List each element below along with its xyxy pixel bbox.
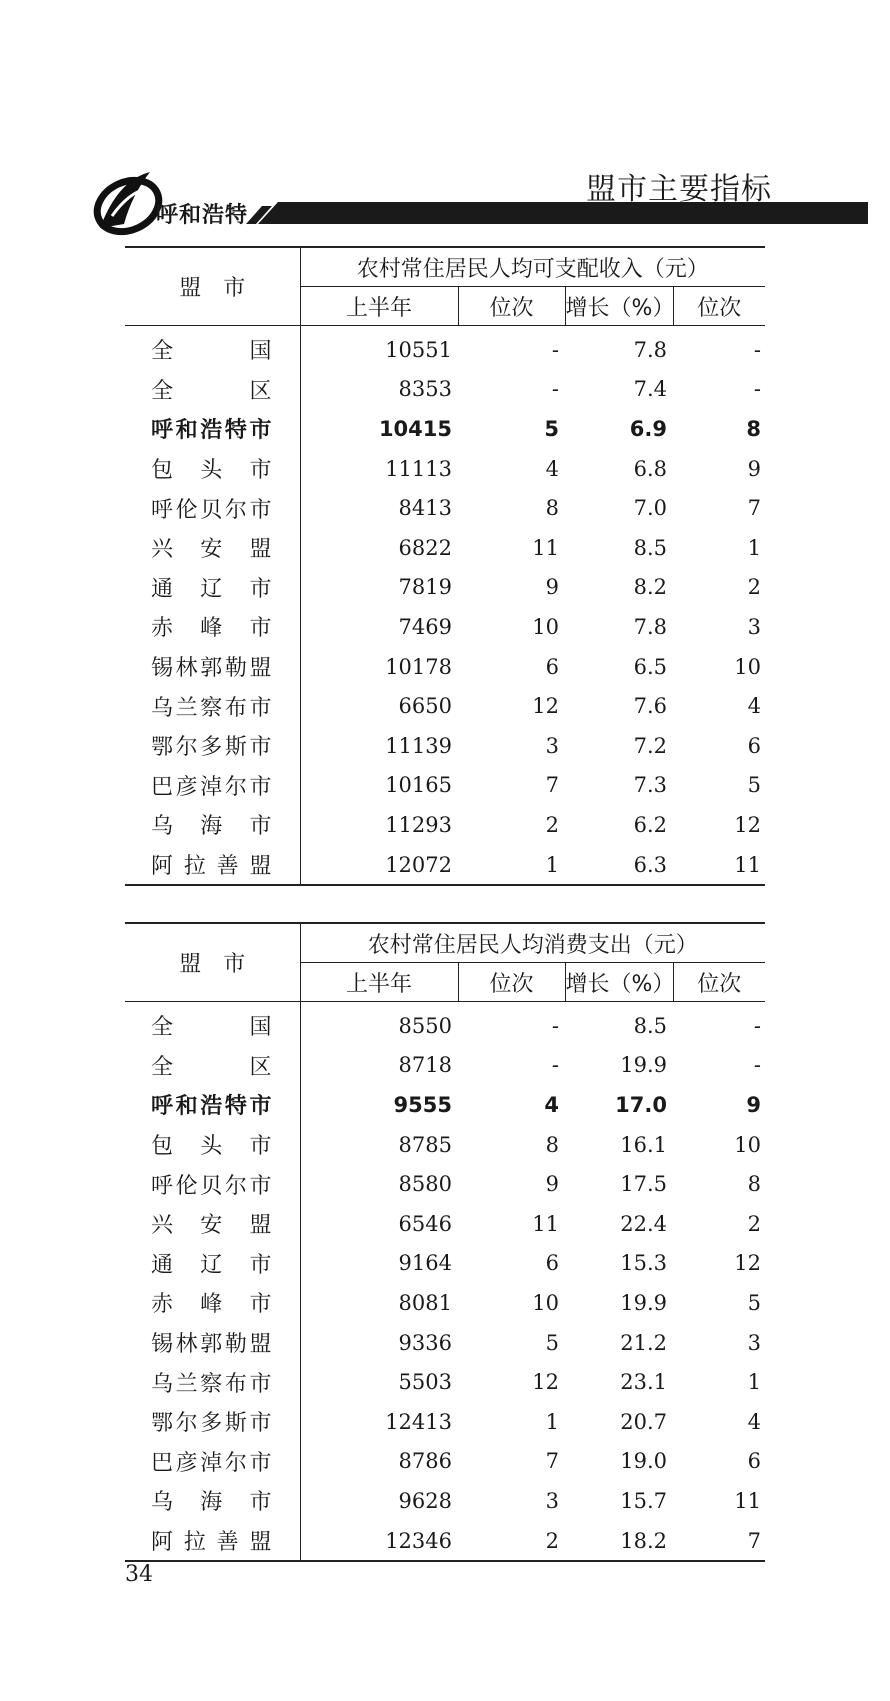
first-half-value: 5503: [398, 1370, 452, 1395]
rank-value: 8: [545, 496, 559, 521]
first-half-value: 12072: [385, 852, 452, 877]
header-bar: [258, 202, 868, 224]
growth-value: 6.2: [633, 812, 667, 837]
rank-value: 7: [545, 1449, 559, 1474]
growth-value: 19.9: [620, 1053, 667, 1078]
region-name: 通辽市: [125, 1244, 300, 1284]
table-row: [125, 647, 765, 687]
region-name: 包头市: [125, 449, 300, 489]
growth-value: 8.5: [633, 535, 667, 560]
column-header-first-half: 上半年: [300, 287, 458, 326]
first-half-value: 11139: [385, 733, 452, 758]
table-row: [125, 1244, 765, 1284]
growth-rank-value: 3: [747, 614, 762, 639]
growth-value: 23.1: [620, 1370, 667, 1395]
growth-value: 19.9: [620, 1290, 667, 1315]
first-half-value: 8580: [398, 1172, 452, 1197]
brand-name: 呼和浩特: [156, 202, 249, 228]
table-row: [125, 1283, 765, 1323]
table-row: [125, 488, 765, 528]
table-row: [125, 845, 765, 886]
growth-rank-value: 8: [747, 1172, 762, 1197]
growth-rank-value: 9: [747, 456, 762, 481]
first-half-value: 7819: [398, 575, 452, 600]
region-name: 鄂尔多斯市: [125, 1402, 300, 1442]
growth-rank-value: 5: [747, 773, 762, 798]
growth-rank-value: 3: [747, 1330, 762, 1355]
growth-rank-value: 11: [734, 1488, 762, 1513]
growth-value: 16.1: [620, 1132, 667, 1157]
income-table-body: [125, 326, 765, 886]
table-row: [125, 1362, 765, 1402]
rank-value: 6: [545, 1251, 559, 1276]
rank-value: -: [551, 337, 559, 362]
growth-value: 7.8: [633, 337, 667, 362]
region-name: 乌海市: [125, 805, 300, 845]
table-row: [125, 1002, 765, 1046]
table-row: [125, 607, 765, 647]
region-name: 通辽市: [125, 568, 300, 608]
table-row: [125, 1204, 765, 1244]
first-half-value: 6822: [398, 535, 452, 560]
rank-value: 1: [545, 852, 559, 877]
growth-rank-value: 5: [747, 1290, 762, 1315]
table-row: [125, 326, 765, 370]
region-name: 赤峰市: [125, 607, 300, 647]
growth-value: 15.7: [620, 1488, 667, 1513]
first-half-value: 9628: [398, 1488, 452, 1513]
region-name: 巴彦淖尔市: [125, 1442, 300, 1482]
first-half-value: 6546: [398, 1211, 452, 1236]
rank-value: 4: [544, 1092, 559, 1117]
table-row: [125, 568, 765, 608]
first-half-value: 8785: [398, 1132, 452, 1157]
growth-value: 8.2: [633, 575, 667, 600]
column-header-rank: 位次: [458, 287, 565, 326]
growth-value: 8.5: [633, 1013, 667, 1038]
region-name: 阿拉善盟: [125, 1521, 300, 1562]
growth-rank-value: 1: [747, 535, 762, 560]
rank-value: 5: [545, 1330, 559, 1355]
table-row: [125, 1085, 765, 1125]
page-number: 34: [125, 1562, 153, 1587]
region-name: 全区: [125, 370, 300, 410]
first-half-value: 12413: [385, 1409, 452, 1434]
table-row: [125, 1442, 765, 1482]
first-half-value: 9164: [398, 1251, 452, 1276]
first-half-value: 9555: [393, 1092, 452, 1117]
region-name: 乌海市: [125, 1481, 300, 1521]
growth-rank-value: 12: [734, 1251, 762, 1276]
column-header-first-half: 上半年: [300, 963, 458, 1002]
first-half-value: 10551: [385, 337, 452, 362]
region-name: 包头市: [125, 1125, 300, 1165]
growth-rank-value: -: [753, 377, 762, 402]
table-row: [125, 1323, 765, 1363]
table-row: [125, 766, 765, 806]
rank-value: 8: [545, 1132, 559, 1157]
region-name: 全国: [125, 1002, 300, 1046]
region-name: 呼和浩特市: [125, 409, 300, 449]
income-group-header: 农村常住居民人均可支配收入（元）: [300, 247, 765, 287]
table-row: [125, 1046, 765, 1086]
first-half-value: 11293: [385, 812, 452, 837]
region-name: 全区: [125, 1046, 300, 1086]
first-half-value: 10165: [385, 773, 452, 798]
first-half-value: 8786: [398, 1449, 452, 1474]
growth-rank-value: -: [753, 1053, 762, 1078]
first-half-value: 9336: [398, 1330, 452, 1355]
growth-rank-value: 6: [747, 1449, 762, 1474]
rank-value: 10: [532, 1290, 559, 1315]
rank-value: 3: [545, 733, 559, 758]
first-half-value: 8718: [398, 1053, 452, 1078]
growth-rank-value: 7: [747, 496, 762, 521]
first-half-value: 8353: [398, 377, 452, 402]
growth-value: 17.5: [620, 1172, 667, 1197]
growth-value: 6.9: [629, 416, 667, 441]
table-row: [125, 726, 765, 766]
rank-value: -: [551, 377, 559, 402]
rank-value: 7: [545, 773, 559, 798]
rank-value: 10: [532, 614, 559, 639]
first-half-value: 8081: [398, 1290, 452, 1315]
growth-rank-value: 10: [734, 1132, 762, 1157]
table-row: [125, 528, 765, 568]
growth-rank-value: 12: [734, 812, 762, 837]
growth-value: 7.3: [633, 773, 667, 798]
first-half-value: 6650: [398, 694, 452, 719]
growth-rank-value: -: [753, 337, 762, 362]
region-name: 锡林郭勒盟: [125, 1323, 300, 1363]
table-row: [125, 1125, 765, 1165]
growth-rank-value: 4: [747, 694, 762, 719]
growth-value: 17.0: [615, 1092, 667, 1117]
growth-rank-value: 6: [747, 733, 762, 758]
income-table: [125, 246, 765, 886]
region-name: 兴安盟: [125, 1204, 300, 1244]
growth-value: 15.3: [620, 1251, 667, 1276]
growth-value: 18.2: [620, 1528, 667, 1553]
growth-rank-value: 7: [747, 1528, 762, 1553]
growth-rank-value: 9: [746, 1092, 762, 1117]
growth-value: 6.5: [633, 654, 667, 679]
growth-rank-value: 10: [734, 654, 762, 679]
table-row: [125, 1481, 765, 1521]
column-header-growth-rank: 位次: [673, 287, 765, 326]
region-name: 呼和浩特市: [125, 1085, 300, 1125]
rank-value: 4: [545, 456, 559, 481]
table-row: [125, 1402, 765, 1442]
column-header-growth: 增长（%）: [565, 963, 673, 1002]
first-half-value: 8413: [398, 496, 452, 521]
rank-value: -: [551, 1053, 559, 1078]
region-name: 兴安盟: [125, 528, 300, 568]
table-row: [125, 1521, 765, 1562]
growth-value: 6.3: [633, 852, 667, 877]
rank-value: 2: [545, 1528, 559, 1553]
rank-value: 9: [545, 1172, 559, 1197]
consumption-group-header: 农村常住居民人均消费支出（元）: [300, 923, 765, 963]
rank-value: 12: [532, 694, 559, 719]
rank-value: 5: [544, 416, 559, 441]
consumption-table-body: [125, 1002, 765, 1562]
table-row: [125, 370, 765, 410]
region-header: 盟市: [125, 923, 300, 1002]
growth-value: 19.0: [620, 1449, 667, 1474]
growth-value: 20.7: [620, 1409, 667, 1434]
section-title: 盟市主要指标: [586, 172, 772, 207]
growth-value: 7.2: [633, 733, 667, 758]
growth-rank-value: 8: [746, 416, 762, 441]
table-row: [125, 686, 765, 726]
rank-value: 11: [532, 535, 559, 560]
growth-rank-value: 1: [747, 1370, 762, 1395]
region-name: 全国: [125, 326, 300, 370]
region-name: 鄂尔多斯市: [125, 726, 300, 766]
first-half-value: 8550: [398, 1013, 452, 1038]
column-header-rank: 位次: [458, 963, 565, 1002]
first-half-value: 12346: [385, 1528, 452, 1553]
page-header: [0, 150, 890, 240]
region-name: 乌兰察布市: [125, 686, 300, 726]
rank-value: 6: [545, 654, 559, 679]
region-name: 乌兰察布市: [125, 1362, 300, 1402]
first-half-value: 10178: [385, 654, 452, 679]
region-header: 盟市: [125, 247, 300, 326]
rank-value: 1: [545, 1409, 559, 1434]
column-header-growth-rank: 位次: [673, 963, 765, 1002]
growth-value: 7.6: [633, 694, 667, 719]
table-row: [125, 1164, 765, 1204]
rank-value: 12: [532, 1370, 559, 1395]
growth-value: 22.4: [620, 1211, 667, 1236]
table-row: [125, 449, 765, 489]
rank-value: 11: [532, 1211, 559, 1236]
first-half-value: 10415: [378, 416, 452, 441]
growth-value: 6.8: [633, 456, 667, 481]
rank-value: 3: [545, 1488, 559, 1513]
table-row: [125, 409, 765, 449]
growth-value: 21.2: [620, 1330, 667, 1355]
growth-value: 7.8: [633, 614, 667, 639]
growth-rank-value: -: [753, 1013, 762, 1038]
rank-value: -: [551, 1013, 559, 1038]
rank-value: 9: [545, 575, 559, 600]
growth-rank-value: 11: [734, 852, 762, 877]
first-half-value: 11113: [385, 456, 452, 481]
growth-rank-value: 2: [747, 1211, 762, 1236]
region-name: 呼伦贝尔市: [125, 1164, 300, 1204]
rank-value: 2: [545, 812, 559, 837]
growth-rank-value: 2: [747, 575, 762, 600]
region-name: 呼伦贝尔市: [125, 488, 300, 528]
region-name: 阿拉善盟: [125, 845, 300, 886]
first-half-value: 7469: [398, 614, 452, 639]
table-row: [125, 805, 765, 845]
growth-value: 7.0: [633, 496, 667, 521]
consumption-table: [125, 922, 765, 1562]
region-name: 巴彦淖尔市: [125, 766, 300, 806]
growth-value: 7.4: [633, 377, 667, 402]
region-name: 锡林郭勒盟: [125, 647, 300, 687]
column-header-growth: 增长（%）: [565, 287, 673, 326]
growth-rank-value: 4: [747, 1409, 762, 1434]
region-name: 赤峰市: [125, 1283, 300, 1323]
